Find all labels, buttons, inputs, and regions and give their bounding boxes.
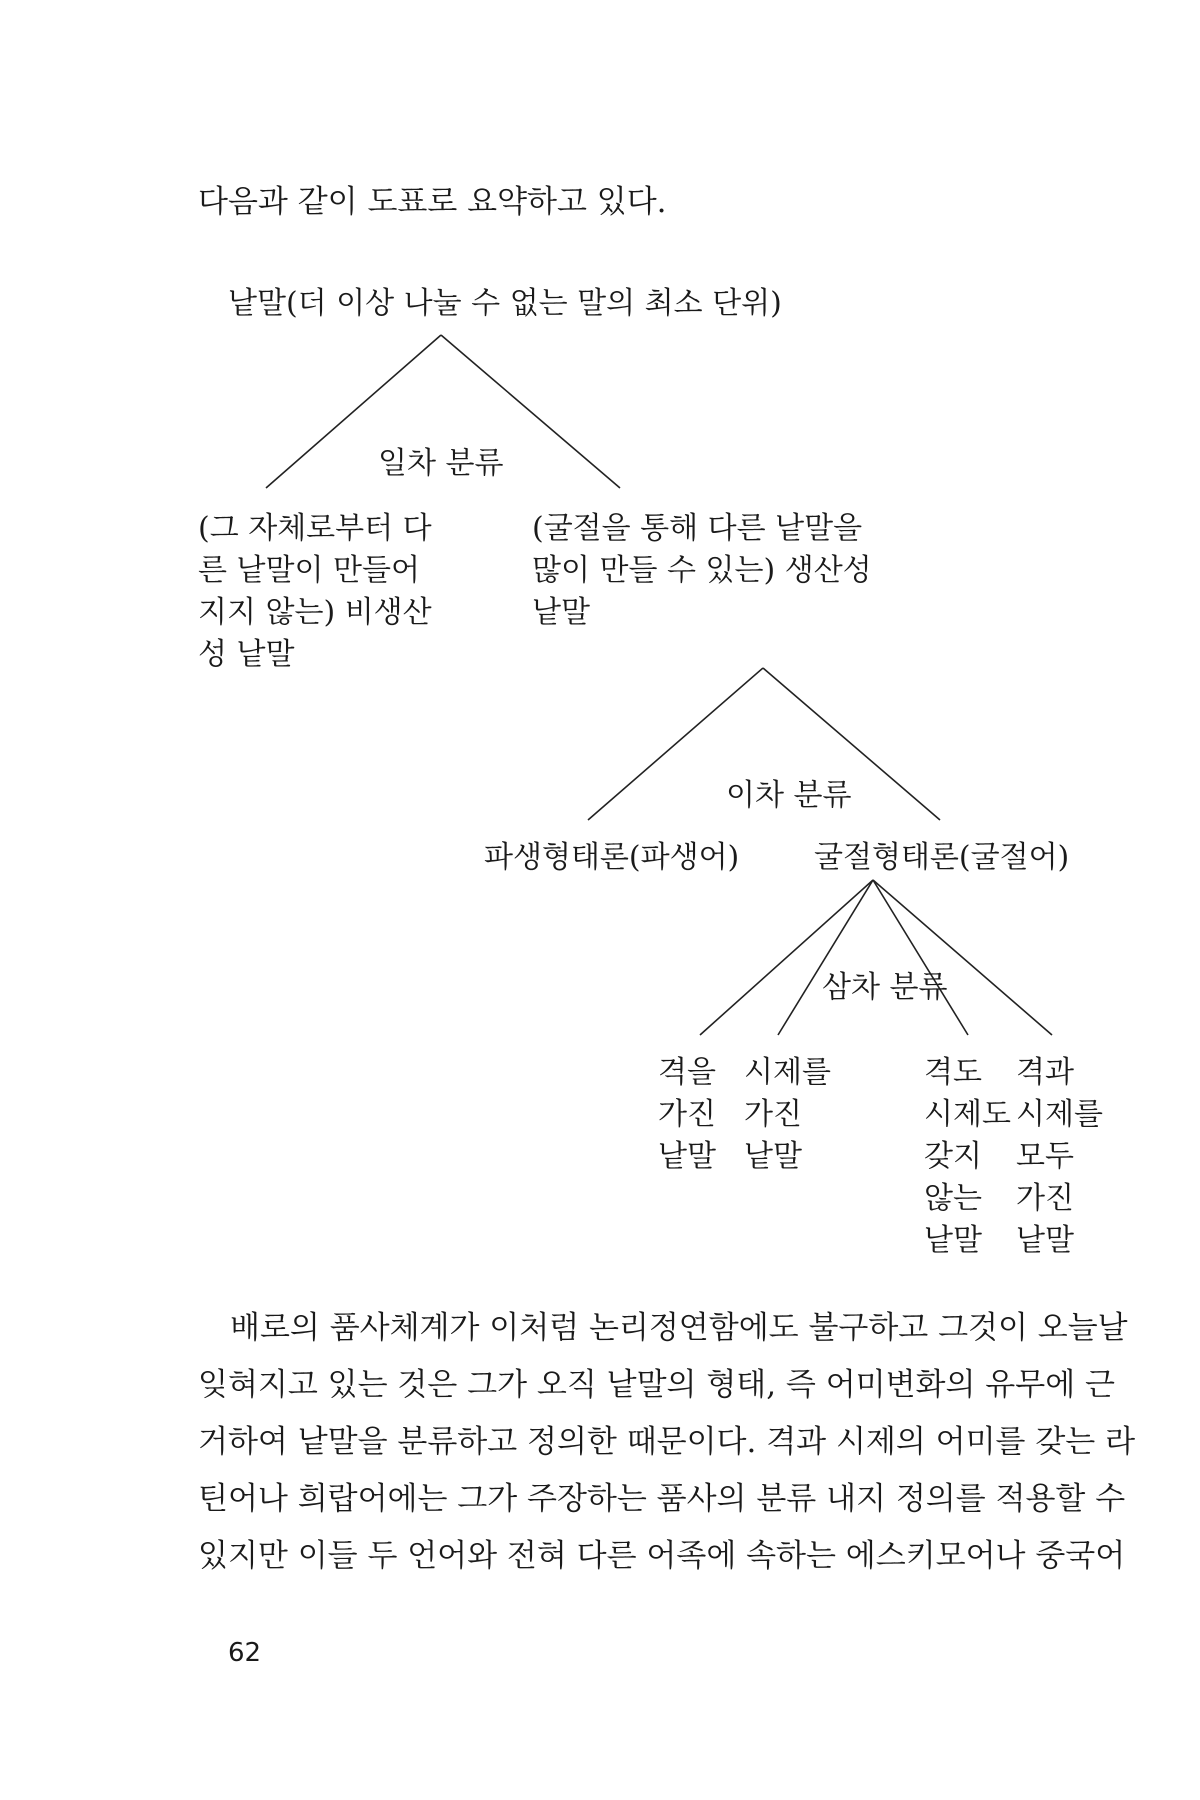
level1-label: 일차 분류: [378, 446, 504, 481]
leaf-line: 낱말: [1016, 1223, 1074, 1258]
leaf-both-words: [1016, 1052, 1103, 1262]
body-paragraph: [198, 1300, 1136, 1585]
paragraph-line: 잊혀지고 있는 것은 그가 오직 낱말의 형태, 즉 어미변화의 유무에 근: [198, 1367, 1115, 1403]
leaf-tense-words: [744, 1052, 831, 1178]
intro-sentence: 다음과 같이 도표로 요약하고 있다.: [198, 184, 667, 220]
productive-word-node: [532, 508, 872, 634]
page-number: 62: [228, 1638, 262, 1668]
level2-label: 이차 분류: [726, 778, 852, 813]
paragraph-line: 배로의 품사체계가 이처럼 논리정연함에도 불구하고 그것이 오늘날: [230, 1310, 1128, 1346]
nonproductive-word-node: [198, 508, 432, 676]
leaf-line: 않는: [924, 1181, 982, 1216]
leaf-line: 가진: [658, 1097, 716, 1132]
paragraph-line: 틴어나 희랍어에는 그가 주장하는 품사의 분류 내지 정의를 적용할 수: [198, 1481, 1126, 1517]
leaf-line: 낱말: [924, 1223, 982, 1258]
node-line: 낱말: [532, 595, 590, 630]
paragraph-line: 거하여 낱말을 분류하고 정의한 때문이다. 격과 시제의 어미를 갖는 라: [198, 1424, 1136, 1460]
derivational-node: 파생형태론(파생어): [484, 840, 740, 875]
inflectional-node: 굴절형태론(굴절어): [814, 840, 1070, 875]
level3-label: 삼차 분류: [822, 970, 948, 1005]
leaf-line: 낱말: [744, 1139, 802, 1174]
leaf-line: 가진: [744, 1097, 802, 1132]
leaf-line: 시제를: [1016, 1097, 1103, 1132]
leaf-neither-words: [924, 1052, 1011, 1262]
leaf-line: 갖지: [924, 1139, 982, 1174]
node-line: (굴절을 통해 다른 낱말을: [532, 511, 863, 546]
leaf-line: 시제를: [744, 1055, 831, 1090]
node-line: 많이 만들 수 있는) 생산성: [532, 553, 872, 588]
leaf-line: 시제도: [924, 1097, 1011, 1132]
node-line: (그 자체로부터 다: [198, 511, 432, 546]
leaf-line: 낱말: [658, 1139, 716, 1174]
leaf-line: 격과: [1016, 1055, 1074, 1090]
paragraph-line: 있지만 이들 두 언어와 전혀 다른 어족에 속하는 에스키모어나 중국어: [198, 1538, 1126, 1574]
leaf-line: 모두: [1016, 1139, 1074, 1174]
node-line: 지지 않는) 비생산: [198, 595, 432, 630]
leaf-line: 격도: [924, 1055, 982, 1090]
leaf-line: 가진: [1016, 1181, 1074, 1216]
leaf-case-words: [658, 1052, 716, 1178]
leaf-line: 격을: [658, 1055, 716, 1090]
node-line: 른 낱말이 만들어: [198, 553, 420, 588]
node-line: 성 낱말: [198, 637, 295, 672]
tree-root-word: 낱말(더 이상 나눌 수 없는 말의 최소 단위): [228, 286, 782, 321]
